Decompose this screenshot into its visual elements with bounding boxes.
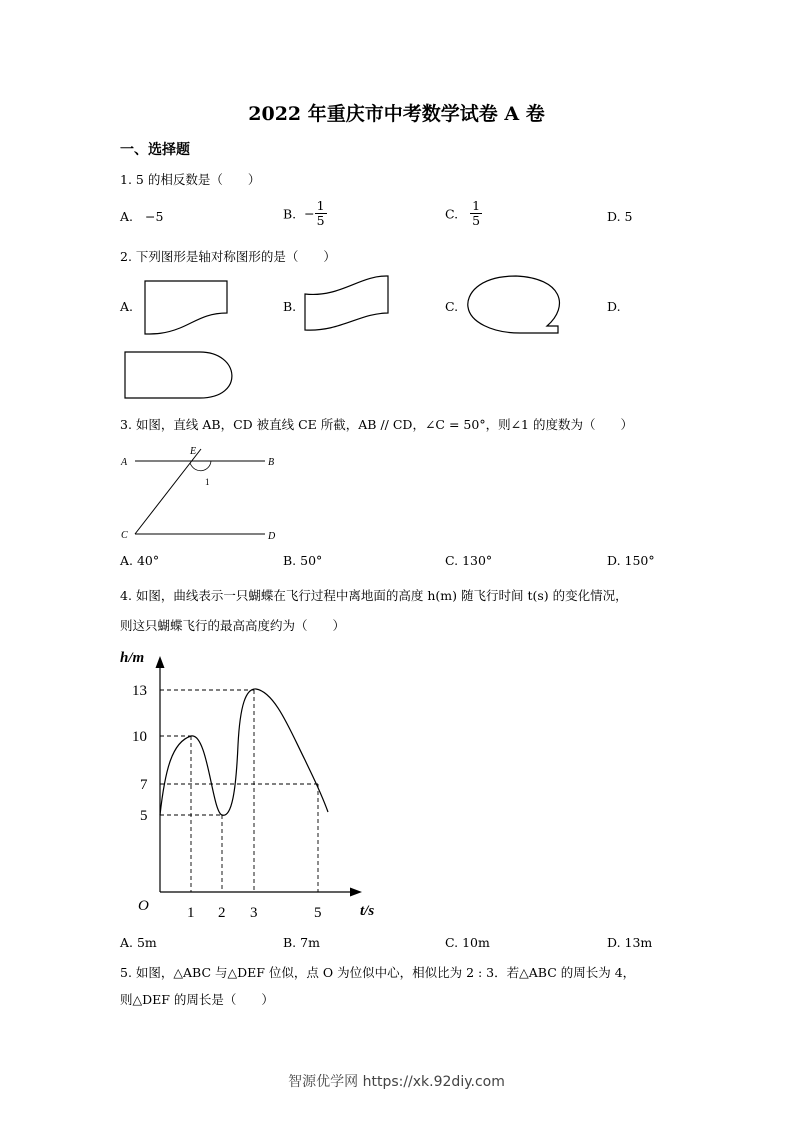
question-1-stem: 1. 5 的相反数是（ ） xyxy=(120,172,261,187)
question-4-stem-line2: 则这只蝴蝶飞行的最高高度约为（ ） xyxy=(120,618,346,633)
question-3-stem: 3. 如图，直线 AB，CD 被直线 CE 所截，AB // CD，∠C = 50°，则∠1 的度数为（ ） xyxy=(120,417,633,432)
q2-option-a-letter: A. xyxy=(120,299,134,314)
q4-x-tick-5: 5 xyxy=(314,905,322,921)
q3-label-e: E xyxy=(190,446,197,457)
q1-option-b-denominator: 5 xyxy=(316,213,325,229)
q1-option-b-sign: − xyxy=(304,206,315,222)
q1-option-c-numerator: 1 xyxy=(472,198,481,213)
q3-label-d: D xyxy=(268,531,276,542)
q4-option-c: C. 10m xyxy=(445,935,490,950)
question-5-stem-line1: 5. 如图，△ABC 与△DEF 位似，点 O 为位似中心，相似比为 2 : 3．若△ABC 的周长为 4， xyxy=(120,965,636,980)
q4-option-d: D. 13m xyxy=(607,935,653,950)
q1-option-d: D. 5 xyxy=(607,209,633,224)
q4-guides xyxy=(160,690,318,892)
q3-label-b: B xyxy=(268,457,275,468)
q1-option-a-value: −5 xyxy=(145,209,164,224)
q3-option-d: D. 150° xyxy=(607,553,655,568)
q3-label-c: C xyxy=(121,530,128,541)
q2-option-c-letter: C. xyxy=(445,299,459,314)
q4-x-label: t/s xyxy=(360,903,375,919)
q1-option-a-letter: A. xyxy=(120,209,134,224)
q3-label-1: 1 xyxy=(205,477,210,487)
q4-x-tick-3: 3 xyxy=(250,905,258,921)
q4-y-axis-arrow xyxy=(156,656,165,668)
q1-option-b-letter: B. xyxy=(283,206,297,222)
q4-y-label: h/m xyxy=(120,650,145,666)
q4-y-tick-5: 5 xyxy=(140,808,148,824)
q3-option-c: C. 130° xyxy=(445,553,493,568)
q4-option-b: B. 7m xyxy=(283,935,320,950)
q4-option-a: A. 5m xyxy=(120,935,157,950)
q4-origin-label: O xyxy=(138,898,149,914)
q2-option-d-letter: D. xyxy=(607,299,621,314)
q4-curve xyxy=(160,689,328,815)
question-2-stem: 2. 下列图形是轴对称图形的是（ ） xyxy=(120,249,336,264)
q4-x-axis-arrow xyxy=(350,888,362,897)
q3-label-a: A xyxy=(121,457,128,468)
footer-watermark: 智源优学网 https://xk.92diy.com xyxy=(288,1074,505,1090)
q4-x-tick-2: 2 xyxy=(218,905,226,921)
page-title: 2022 年重庆市中考数学试卷 A 卷 xyxy=(248,103,545,125)
q4-y-tick-7: 7 xyxy=(140,777,148,793)
question-5-stem-line2: 则△DEF 的周长是（ ） xyxy=(120,992,274,1007)
q3-option-b: B. 50° xyxy=(283,553,323,568)
q3-option-a: A. 40° xyxy=(120,553,160,568)
question-4-stem-line1: 4. 如图，曲线表示一只蝴蝶在飞行过程中离地面的高度 h(m) 随飞行时间 t(s) 的变化情况， xyxy=(120,588,628,603)
q4-x-tick-1: 1 xyxy=(187,905,195,921)
q1-option-c-denominator: 5 xyxy=(472,213,481,229)
q2-option-b-letter: B. xyxy=(283,299,297,314)
section-heading: 一、选择题 xyxy=(120,142,190,158)
q1-option-c-letter: C. xyxy=(445,206,459,222)
q1-option-b-numerator: 1 xyxy=(316,198,325,213)
q4-y-tick-10: 10 xyxy=(132,729,147,745)
q4-y-tick-13: 13 xyxy=(132,683,147,699)
